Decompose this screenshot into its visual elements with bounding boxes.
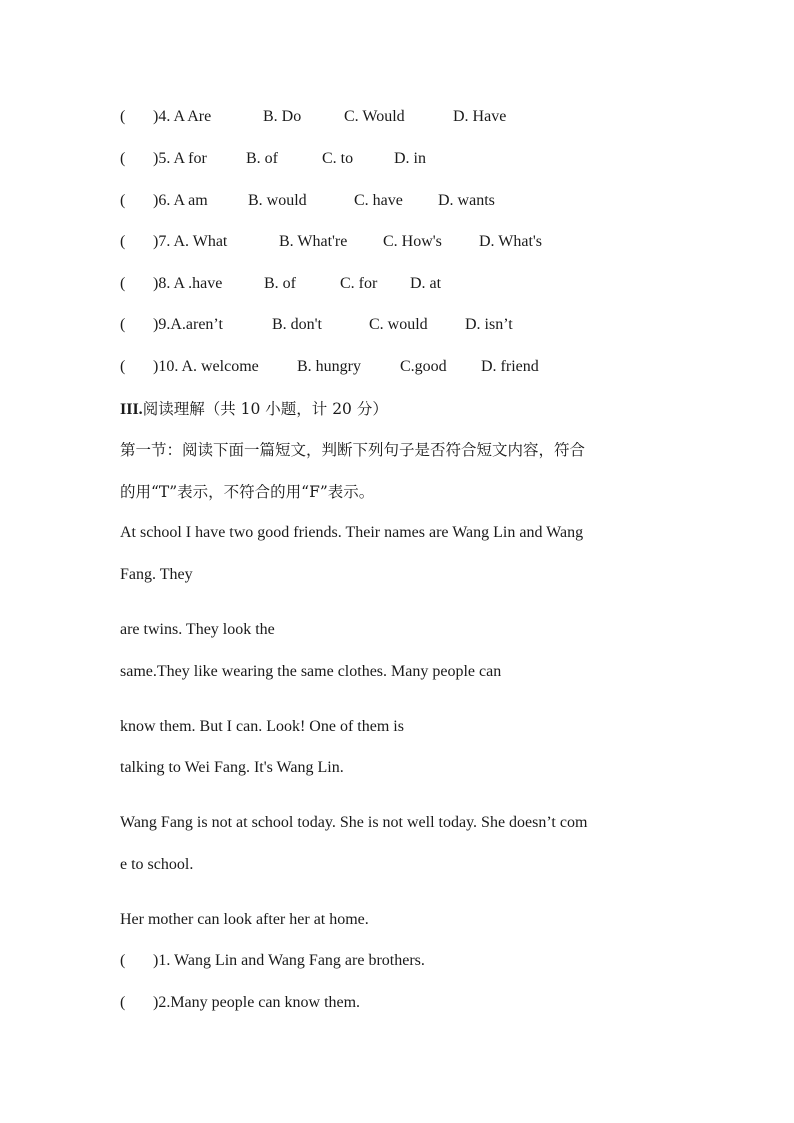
- option-b: B. would: [248, 192, 307, 209]
- option-d: D. friend: [481, 358, 539, 375]
- option-b: B. hungry: [297, 358, 361, 375]
- passage-line: same.They like wearing the same clothes. Many people can: [120, 663, 502, 680]
- answer-blank[interactable]: (: [120, 994, 126, 1011]
- passage-line: Wang Fang is not at school today. She is not well today. She doesn’t com: [120, 814, 588, 831]
- instruction-line-1: 第一节：阅读下面一篇短文，判断下列句子是否符合短文内容，符合: [120, 441, 586, 459]
- question-stem: )6. A am: [153, 192, 208, 209]
- option-d: D. in: [394, 150, 426, 167]
- option-b: B. of: [246, 150, 278, 167]
- section-title: 阅读理解（共 10 小题，计 20 分）: [142, 400, 388, 418]
- option-b: B. don't: [272, 316, 322, 333]
- option-b: B. What're: [279, 233, 348, 250]
- option-d: D. at: [410, 275, 442, 292]
- answer-blank[interactable]: (: [120, 192, 126, 209]
- option-c: C. for: [340, 275, 378, 292]
- question-stem: )5. A for: [153, 150, 207, 167]
- question-text: )2.Many people can know them.: [153, 994, 361, 1011]
- answer-blank[interactable]: (: [120, 275, 126, 292]
- answer-blank[interactable]: (: [120, 233, 126, 250]
- answer-blank[interactable]: (: [120, 108, 126, 125]
- question-stem: )7. A. What: [153, 233, 228, 250]
- option-c: C. Would: [344, 108, 405, 125]
- answer-blank[interactable]: (: [120, 358, 126, 375]
- instruction-line-2: 的用“T”表示，不符合的用“F”表示。: [120, 483, 375, 501]
- question-stem: )4. A Are: [153, 108, 212, 125]
- option-b: B. Do: [263, 108, 302, 125]
- answer-blank[interactable]: (: [120, 150, 126, 167]
- passage-line: talking to Wei Fang. It's Wang Lin.: [120, 759, 344, 776]
- option-d: D. isn’t: [465, 316, 513, 333]
- answer-blank[interactable]: (: [120, 316, 126, 333]
- section-number: III.: [120, 401, 143, 418]
- section-heading: [120, 399, 388, 420]
- passage-line: Her mother can look after her at home.: [120, 911, 369, 928]
- answer-blank[interactable]: (: [120, 952, 126, 969]
- option-c: C. to: [322, 150, 354, 167]
- question-stem: )8. A .have: [153, 275, 223, 292]
- option-d: D. What's: [479, 233, 543, 250]
- passage-line: are twins. They look the: [120, 621, 275, 638]
- option-c: C. would: [369, 316, 428, 333]
- passage-line: At school I have two good friends. Their names are Wang Lin and Wang: [120, 524, 584, 541]
- option-c: C. How's: [383, 233, 442, 250]
- option-b: B. of: [264, 275, 296, 292]
- passage-line: know them. But I can. Look! One of them is: [120, 718, 404, 735]
- question-text: )1. Wang Lin and Wang Fang are brothers.: [153, 952, 425, 969]
- passage-line: Fang. They: [120, 566, 193, 583]
- option-c: C. have: [354, 192, 403, 209]
- question-stem: )10. A. welcome: [153, 358, 259, 375]
- question-stem: )9.A.aren’t: [153, 316, 223, 333]
- option-d: D. Have: [453, 108, 507, 125]
- passage-line: e to school.: [120, 856, 194, 873]
- option-d: D. wants: [438, 192, 495, 209]
- option-c: C.good: [400, 358, 447, 375]
